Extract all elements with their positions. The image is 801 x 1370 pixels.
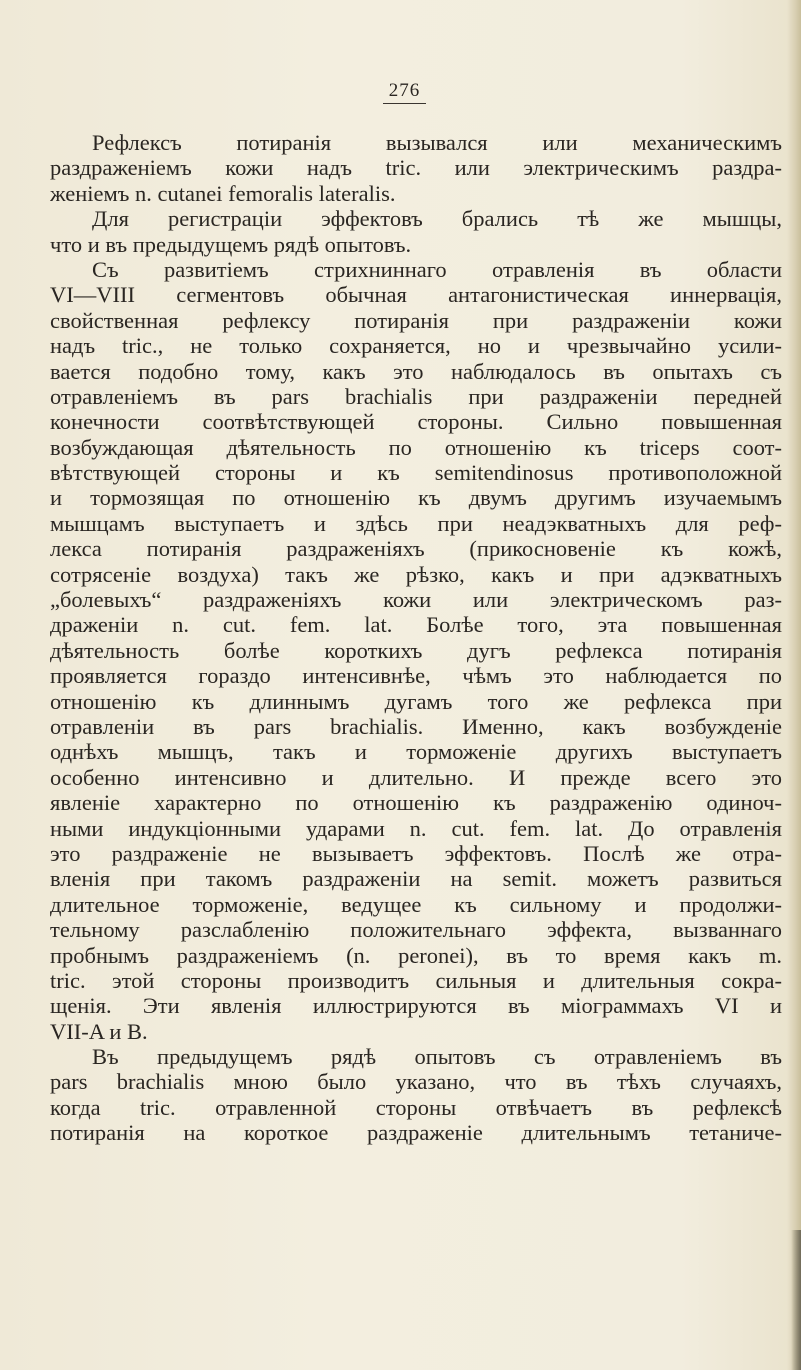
page-edge-dark-corner bbox=[791, 1230, 801, 1370]
text-line: и тормозящая по отношенію къ двумъ другимъ изучаемымъ bbox=[50, 485, 782, 511]
page-number-text: 276 bbox=[383, 80, 427, 104]
text-line: длительное торможеніе, ведущее къ сильному и продолжи- bbox=[50, 891, 782, 917]
text-line: щенія. Эти явленія иллюстрируются въ міограммахъ VI и bbox=[50, 993, 782, 1019]
body-text bbox=[50, 130, 782, 1146]
text-line: тельному разслабленію положительнаго эффекта, вызваннаго bbox=[50, 917, 782, 943]
text-line: „болевыхъ“ раздраженіяхъ кожи или электрическомъ раз- bbox=[50, 587, 782, 613]
text-line: однѣхъ мышцъ, такъ и торможеніе другихъ выступаетъ bbox=[50, 739, 782, 765]
text-line: отравленіи въ pars brachialis. Именно, какъ возбужденіе bbox=[50, 713, 782, 739]
text-line: что и въ предыдущемъ рядѣ опытовъ. bbox=[50, 231, 412, 257]
text-line: особенно интенсивно и длительно. И прежде всего это bbox=[50, 764, 782, 790]
page-number bbox=[0, 80, 801, 104]
text-line: надъ tric., не только сохраняется, но и чрезвычайно усили- bbox=[50, 333, 782, 359]
text-line: ными индукціонными ударами n. cut. fem. lat. До отравленія bbox=[50, 815, 782, 841]
text-line: вается подобно тому, какъ это наблюдалось въ опытахъ съ bbox=[50, 358, 782, 384]
text-line: Въ предыдущемъ рядѣ опытовъ съ отравленіемъ въ bbox=[92, 1044, 782, 1070]
text-line: проявляется гораздо интенсивнѣе, чѣмъ это наблюдается по bbox=[50, 663, 782, 689]
text-line: потиранія на короткое раздраженіе длительнымъ тетаниче- bbox=[50, 1120, 782, 1146]
text-line: конечности соотвѣтствующей стороны. Сильно повышенная bbox=[50, 409, 782, 435]
text-line: мышцамъ выступаетъ и здѣсь при неадэкватныхъ для реф- bbox=[50, 510, 782, 536]
text-line: Для регистраціи эффектовъ брались тѣ же мышцы, bbox=[92, 206, 782, 232]
text-line: свойственная рефлексу потиранія при раздраженіи кожи bbox=[50, 307, 782, 333]
page-edge-shadow bbox=[787, 0, 801, 1370]
text-line: VI—VIII сегментовъ обычная антагонистическая иннервація, bbox=[50, 282, 782, 308]
text-line: pars brachialis мною было указано, что въ тѣхъ случаяхъ, bbox=[50, 1069, 782, 1095]
text-line: женіемъ n. cutanei femoralis lateralis. bbox=[50, 180, 396, 206]
text-line: раздраженіемъ кожи надъ tric. или электрическимъ раздра- bbox=[50, 155, 782, 181]
text-line: VII-A и B. bbox=[50, 1018, 148, 1044]
text-line: Съ развитіемъ стрихниннаго отравленія въ области bbox=[92, 256, 782, 282]
text-line: дѣятельность болѣе короткихъ дугъ рефлекса потиранія bbox=[50, 637, 782, 663]
text-line: драженіи n. cut. fem. lat. Болѣе того, эта повышенная bbox=[50, 612, 782, 638]
text-line: вленія при такомъ раздраженіи на semit. можетъ развиться bbox=[50, 866, 782, 892]
text-line: когда tric. отравленной стороны отвѣчаетъ въ рефлексѣ bbox=[50, 1094, 782, 1120]
text-line: Рефлексъ потиранія вызывался или механическимъ bbox=[92, 130, 782, 155]
text-line: явленіе характерно по отношенію къ раздраженію одиноч- bbox=[50, 790, 782, 816]
text-line: сотрясеніе воздуха) такъ же рѣзко, какъ и при адэкватныхъ bbox=[50, 561, 782, 587]
text-line: вѣтствующей стороны и къ semitendinosus противоположной bbox=[50, 460, 782, 486]
text-line: это раздраженіе не вызываетъ эффектовъ. Послѣ же отра- bbox=[50, 840, 782, 866]
text-line: tric. этой стороны производитъ сильныя и длительныя сокра- bbox=[50, 967, 782, 993]
text-line: возбуждающая дѣятельность по отношенію къ triceps соот- bbox=[50, 434, 782, 460]
text-line: отравленіемъ въ pars brachialis при раздраженіи передней bbox=[50, 383, 782, 409]
text-line: лекса потиранія раздраженіяхъ (прикосновеніе къ кожѣ, bbox=[50, 536, 782, 562]
text-line: пробнымъ раздраженіемъ (n. peronei), въ то время какъ m. bbox=[50, 942, 782, 968]
text-line: отношенію къ длиннымъ дугамъ того же рефлекса при bbox=[50, 688, 782, 714]
